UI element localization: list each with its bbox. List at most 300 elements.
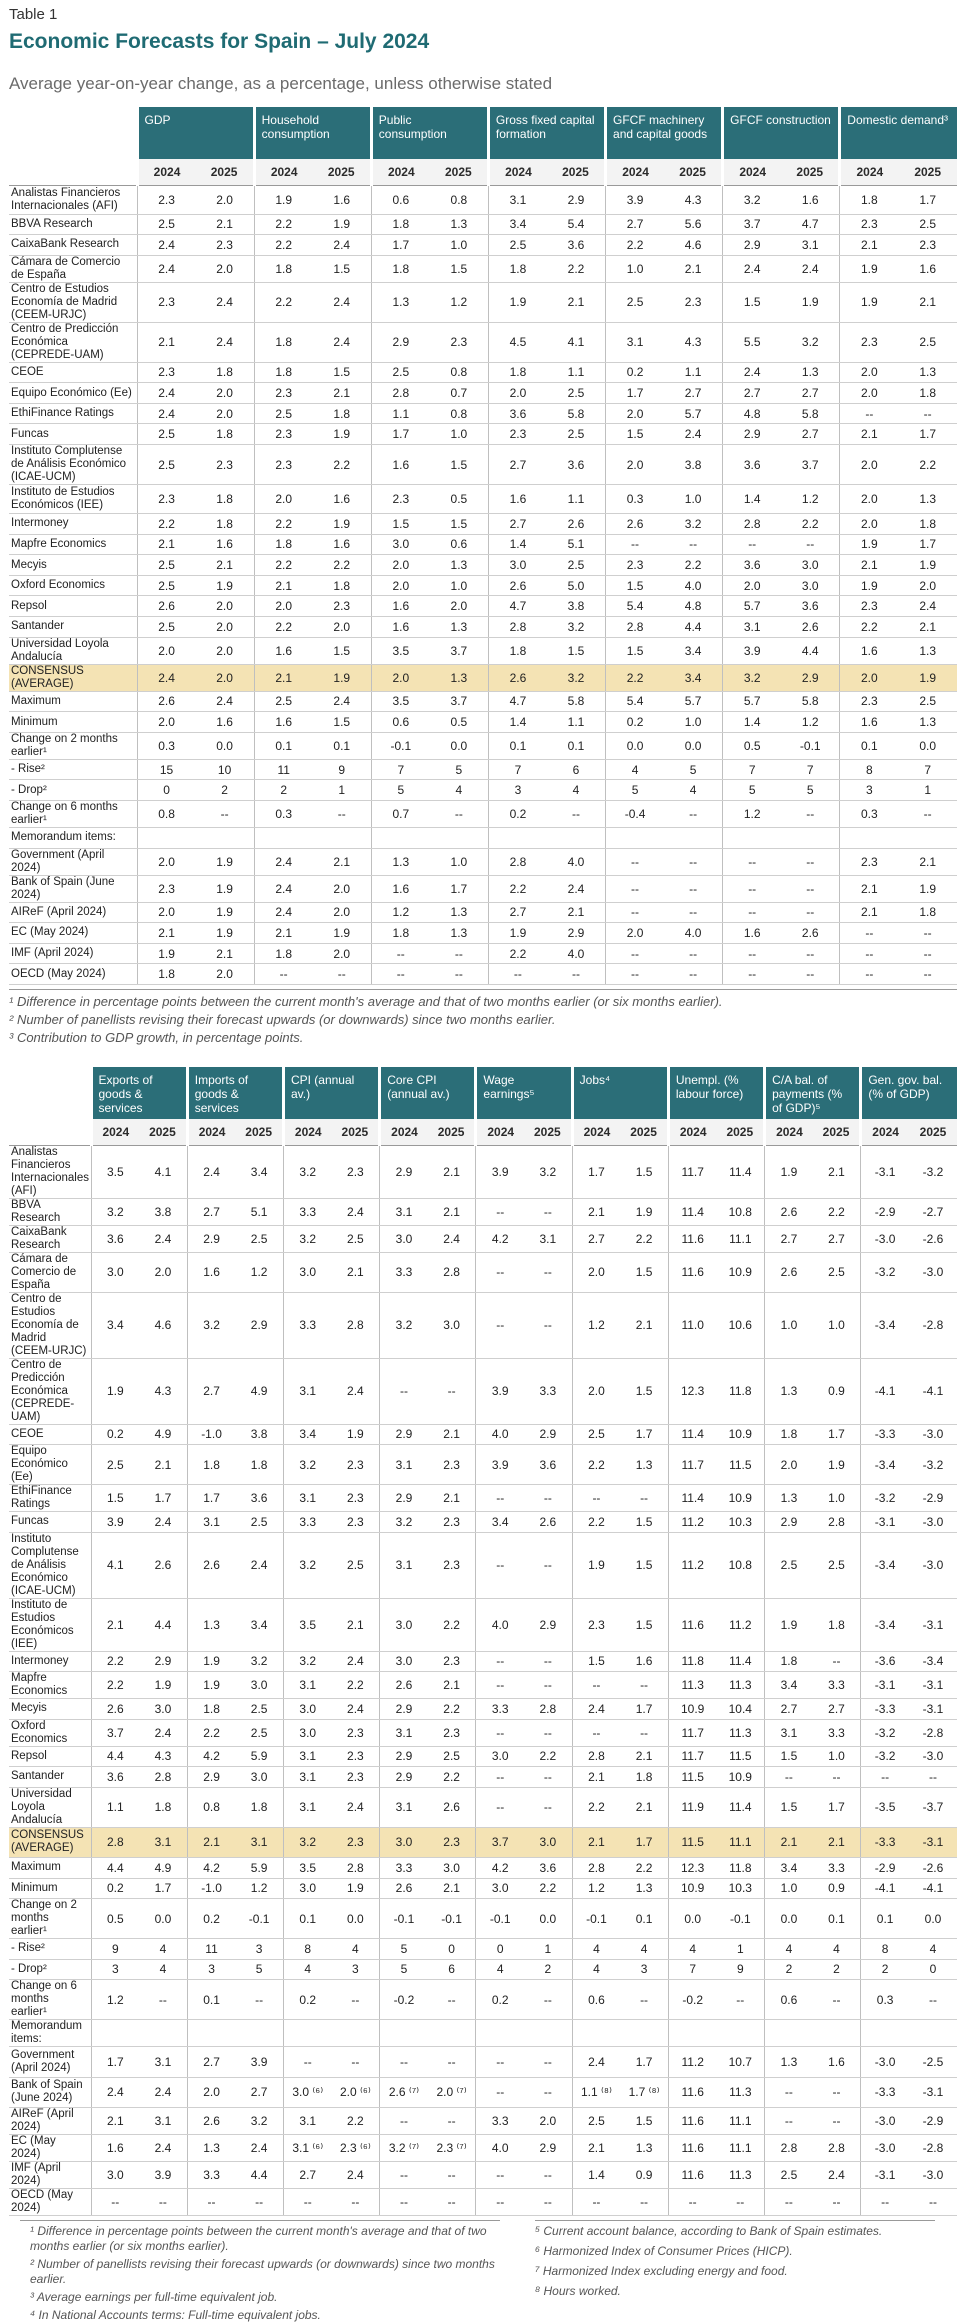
- cell-value: 2.2: [428, 1598, 476, 1651]
- cell-value: 1.7: [620, 1424, 668, 1445]
- cell-value: 1.0: [813, 1485, 861, 1512]
- cell-value: [723, 828, 782, 849]
- cell-value: [371, 828, 430, 849]
- cell-value: 2.3: [840, 848, 899, 875]
- cell-value: 2.5: [572, 1424, 620, 1445]
- cell-value: 3.6: [91, 1767, 139, 1788]
- row-label: Mecyis: [9, 555, 137, 576]
- cell-value: 2.4: [664, 424, 723, 445]
- cell-value: 2.2: [664, 555, 723, 576]
- cell-value: 4: [430, 780, 489, 801]
- cell-value: 1.3: [430, 902, 489, 923]
- row-label: Analistas Financieros Internacionales (AFI): [9, 185, 137, 214]
- cell-value: 4: [476, 1959, 524, 1980]
- cell-value: 1.1: [547, 712, 606, 733]
- cell-value: 1.9: [765, 1145, 813, 1198]
- cell-value: 0.0: [139, 1899, 187, 1939]
- cell-value: 2.1: [840, 902, 899, 923]
- cell-value: 2.8: [91, 1827, 139, 1858]
- cell-value: --: [898, 923, 957, 944]
- cell-value: 2.1: [332, 1252, 380, 1292]
- cell-value: 4.0: [664, 923, 723, 944]
- cell-value: 3.9: [476, 1358, 524, 1424]
- cell-value: 2.2: [254, 214, 313, 235]
- cell-value: 1.2: [723, 801, 782, 828]
- cell-value: 0.0: [430, 732, 489, 759]
- cell-value: -3.0: [909, 1252, 957, 1292]
- cell-value: 10.9: [668, 1878, 716, 1899]
- row-label: Repsol: [9, 596, 137, 617]
- row-label: EC (May 2024): [9, 923, 137, 944]
- cell-value: 1.0: [664, 712, 723, 733]
- footnote-divider: [535, 2220, 935, 2221]
- cell-value: --: [380, 2162, 428, 2189]
- cell-value: 1.5: [765, 1787, 813, 1827]
- cell-value: 2.3: [254, 424, 313, 445]
- cell-value: [716, 2020, 764, 2047]
- cell-value: --: [664, 902, 723, 923]
- cell-value: 3.4: [664, 637, 723, 664]
- cell-value: 0.1: [283, 1899, 331, 1939]
- cell-value: 10.8: [716, 1532, 764, 1598]
- cell-value: --: [476, 1198, 524, 1225]
- cell-value: 3.6: [235, 1485, 283, 1512]
- cell-value: 3.6: [723, 445, 782, 485]
- cell-value: [606, 828, 665, 849]
- cell-value: 2.4: [428, 1225, 476, 1252]
- cell-value: 3.2: [283, 1445, 331, 1485]
- cell-value: 2.9: [723, 235, 782, 256]
- cell-value: 1.5: [620, 1358, 668, 1424]
- column-group-header: Wage earnings⁵: [476, 1067, 572, 1119]
- cell-value: -4.1: [861, 1358, 909, 1424]
- cell-value: 1.1: [371, 403, 430, 424]
- cell-value: 2.3: [840, 322, 899, 362]
- cell-value: 1.6: [840, 712, 899, 733]
- year-header: 2024: [572, 1119, 620, 1145]
- row-label: Centro de Predicción Económica (CEPREDE-UAM): [9, 1358, 91, 1424]
- cell-value: -0.1: [428, 1899, 476, 1939]
- column-group-header: GFCF machinery and capital goods: [606, 107, 723, 159]
- cell-value: -3.0: [861, 1225, 909, 1252]
- cell-value: 2.3: [428, 1512, 476, 1533]
- cell-value: [139, 2020, 187, 2047]
- cell-value: 1.9: [898, 875, 957, 902]
- cell-value: 1.4: [488, 534, 547, 555]
- row-label: Universidad Loyola Andalucía: [9, 1787, 91, 1827]
- cell-value: 3.1 ⁽⁶⁾: [283, 2135, 331, 2162]
- cell-value: 11.4: [668, 1485, 716, 1512]
- cell-value: -0.1: [572, 1899, 620, 1939]
- cell-value: 12.3: [668, 1358, 716, 1424]
- cell-value: 2.8: [572, 1746, 620, 1767]
- cell-value: --: [664, 943, 723, 964]
- row-label: - Drop²: [9, 780, 137, 801]
- cell-value: 3.2: [283, 1827, 331, 1858]
- row-label: Maximum: [9, 1858, 91, 1879]
- cell-value: 2.5: [137, 617, 196, 638]
- cell-value: 5: [664, 759, 723, 780]
- table-row: [9, 1532, 957, 1598]
- cell-value: 1.9: [313, 923, 372, 944]
- cell-value: 1.6: [620, 1651, 668, 1672]
- cell-value: 1.8: [254, 322, 313, 362]
- cell-value: 1.7: [139, 1878, 187, 1899]
- cell-value: 2.0: [430, 596, 489, 617]
- cell-value: 2.9: [380, 1767, 428, 1788]
- cell-value: --: [781, 943, 840, 964]
- row-label: Equipo Económico (Ee): [9, 1445, 91, 1485]
- cell-value: 11.6: [668, 1598, 716, 1651]
- cell-value: 0.6: [765, 1980, 813, 2020]
- table-row: [9, 2189, 957, 2216]
- cell-value: 3.4: [235, 1145, 283, 1198]
- cell-value: 1.5: [620, 2108, 668, 2135]
- cell-value: 1.2: [91, 1980, 139, 2020]
- cell-value: --: [476, 2077, 524, 2108]
- cell-value: 2.4: [332, 1787, 380, 1827]
- table-row: [9, 1225, 957, 1252]
- cell-value: --: [476, 1672, 524, 1699]
- cell-value: 0.0: [524, 1899, 572, 1939]
- cell-value: 2.0 ⁽⁷⁾: [428, 2077, 476, 2108]
- cell-value: -3.4: [861, 1292, 909, 1358]
- cell-value: [668, 2020, 716, 2047]
- cell-value: --: [332, 1980, 380, 2020]
- cell-value: 2.1: [572, 1198, 620, 1225]
- cell-value: 2.7: [813, 1699, 861, 1720]
- cell-value: 3.0: [428, 1858, 476, 1879]
- cell-value: 3.2: [235, 1651, 283, 1672]
- cell-value: --: [430, 964, 489, 985]
- cell-value: 0.1: [547, 732, 606, 759]
- cell-value: 2: [196, 780, 255, 801]
- column-group-header: Unempl. (% labour force): [668, 1067, 764, 1119]
- cell-value: 3.9: [476, 1145, 524, 1198]
- cell-value: 2.3: [488, 424, 547, 445]
- cell-value: 2.6: [137, 691, 196, 712]
- cell-value: 1.8: [313, 575, 372, 596]
- table-row: [9, 555, 957, 576]
- cell-value: --: [476, 1252, 524, 1292]
- cell-value: 3.6: [91, 1225, 139, 1252]
- cell-value: 2.2: [898, 445, 957, 485]
- row-label: Centro de Estudios Economía de Madrid (CEEM-URJC): [9, 282, 137, 322]
- cell-value: -1.0: [187, 1424, 235, 1445]
- cell-value: --: [524, 1485, 572, 1512]
- cell-value: -4.1: [909, 1358, 957, 1424]
- cell-value: 2.7: [488, 514, 547, 535]
- cell-value: 0.7: [430, 383, 489, 404]
- cell-value: 2.9: [380, 1424, 428, 1445]
- cell-value: 2.1: [196, 214, 255, 235]
- cell-value: 5.7: [723, 691, 782, 712]
- cell-value: 3.2: [547, 664, 606, 691]
- year-header: 2025: [313, 159, 372, 185]
- cell-value: 1.8: [196, 424, 255, 445]
- cell-value: 1.3: [898, 712, 957, 733]
- cell-value: 4: [572, 1939, 620, 1960]
- cell-value: [283, 2020, 331, 2047]
- cell-value: 3.0: [139, 1699, 187, 1720]
- cell-value: 1.1: [91, 1787, 139, 1827]
- cell-value: -3.0: [909, 1424, 957, 1445]
- cell-value: 0.0: [765, 1899, 813, 1939]
- cell-value: 1.6: [723, 923, 782, 944]
- cell-value: 2.1: [428, 1485, 476, 1512]
- footnote: ¹ Difference in percentage points between the current month's average and that of two months earlier (or six months earlier).: [30, 2224, 487, 2253]
- cell-value: 2.1: [254, 664, 313, 691]
- table-row: [9, 1485, 957, 1512]
- cell-value: 2.1: [428, 1198, 476, 1225]
- cell-value: -3.2: [861, 1746, 909, 1767]
- cell-value: 2.1: [313, 383, 372, 404]
- cell-value: 2.1: [620, 1746, 668, 1767]
- cell-value: 3.8: [139, 1198, 187, 1225]
- table-row: [9, 923, 957, 944]
- cell-value: 2.3: [428, 1827, 476, 1858]
- cell-value: 1.3: [620, 2135, 668, 2162]
- cell-value: 2.1: [620, 1787, 668, 1827]
- cell-value: 1.6: [254, 637, 313, 664]
- cell-value: 3.7: [476, 1827, 524, 1858]
- cell-value: 3.8: [235, 1424, 283, 1445]
- cell-value: 5.5: [723, 322, 782, 362]
- cell-value: -3.1: [861, 1145, 909, 1198]
- cell-value: --: [524, 1672, 572, 1699]
- cell-value: 1.8: [488, 255, 547, 282]
- cell-value: 3.0: [283, 1252, 331, 1292]
- cell-value: 1.6: [313, 185, 372, 214]
- cell-value: 11.6: [668, 1225, 716, 1252]
- cell-value: 1.7: [91, 2047, 139, 2078]
- cell-value: 2.0: [606, 923, 665, 944]
- cell-value: 2.0: [313, 875, 372, 902]
- cell-value: 1.4: [723, 712, 782, 733]
- cell-value: 1.9: [187, 1651, 235, 1672]
- cell-value: --: [572, 2189, 620, 2216]
- cell-value: 2.2: [254, 617, 313, 638]
- cell-value: 3.2: [664, 514, 723, 535]
- cell-value: --: [476, 1651, 524, 1672]
- cell-value: -1.0: [187, 1878, 235, 1899]
- cell-value: 0.9: [620, 2162, 668, 2189]
- cell-value: 2.9: [380, 1145, 428, 1198]
- row-label: Mapfre Economics: [9, 1672, 91, 1699]
- cell-value: 3: [332, 1959, 380, 1980]
- cell-value: 4: [668, 1939, 716, 1960]
- cell-value: 0.2: [606, 712, 665, 733]
- cell-value: --: [606, 875, 665, 902]
- cell-value: --: [524, 1767, 572, 1788]
- cell-value: --: [620, 2189, 668, 2216]
- cell-value: 2.6: [428, 1787, 476, 1827]
- cell-value: 1.9: [898, 555, 957, 576]
- cell-value: 4.0: [476, 1424, 524, 1445]
- cell-value: 0.8: [187, 1787, 235, 1827]
- cell-value: 1.2: [371, 902, 430, 923]
- cell-value: 11.7: [668, 1746, 716, 1767]
- table-row: [9, 1787, 957, 1827]
- cell-value: 2.5: [254, 691, 313, 712]
- cell-value: 2.5: [137, 555, 196, 576]
- cell-value: 1.3: [187, 1598, 235, 1651]
- cell-value: 2.5: [547, 555, 606, 576]
- cell-value: --: [606, 943, 665, 964]
- cell-value: --: [476, 1485, 524, 1512]
- cell-value: 1.8: [254, 534, 313, 555]
- cell-value: 2.0: [196, 617, 255, 638]
- cell-value: 2.2: [524, 1746, 572, 1767]
- cell-value: 11.6: [668, 2162, 716, 2189]
- cell-value: 1.8: [254, 362, 313, 383]
- table-row: [9, 2047, 957, 2078]
- row-label: Equipo Económico (Ee): [9, 383, 137, 404]
- cell-value: -3.1: [909, 1598, 957, 1651]
- cell-value: 1.6: [196, 534, 255, 555]
- cell-value: 7: [668, 1959, 716, 1980]
- row-label: Minimum: [9, 1878, 91, 1899]
- cell-value: [235, 2020, 283, 2047]
- cell-value: 2.2: [254, 282, 313, 322]
- table-row: [9, 1939, 957, 1960]
- cell-value: 4.4: [235, 2162, 283, 2189]
- cell-value: 2.5: [254, 403, 313, 424]
- cell-value: 1.7: [606, 383, 665, 404]
- cell-value: 1.9: [332, 1878, 380, 1899]
- cell-value: 11.9: [668, 1787, 716, 1827]
- cell-value: -2.9: [861, 1858, 909, 1879]
- cell-value: 2.4: [781, 255, 840, 282]
- cell-value: 3.9: [139, 2162, 187, 2189]
- cell-value: 2.2: [332, 1672, 380, 1699]
- cell-value: 0.2: [187, 1899, 235, 1939]
- cell-value: --: [840, 923, 899, 944]
- cell-value: 1.9: [313, 424, 372, 445]
- cell-value: 3.0: [380, 1598, 428, 1651]
- cell-value: --: [898, 964, 957, 985]
- cell-value: 2.7: [283, 2162, 331, 2189]
- cell-value: 1.9: [196, 902, 255, 923]
- cell-value: --: [476, 2047, 524, 2078]
- cell-value: 3.2: [781, 322, 840, 362]
- cell-value: 2.1: [840, 424, 899, 445]
- table-row: [9, 1252, 957, 1292]
- cell-value: 5.9: [235, 1858, 283, 1879]
- cell-value: 2.4: [196, 691, 255, 712]
- cell-value: 11.0: [668, 1292, 716, 1358]
- cell-value: 2.8: [765, 2135, 813, 2162]
- cell-value: 5.1: [235, 1198, 283, 1225]
- cell-value: -3.4: [861, 1445, 909, 1485]
- cell-value: 4.1: [91, 1532, 139, 1598]
- cell-value: 2.2: [313, 445, 372, 485]
- cell-value: 2.4: [813, 2162, 861, 2189]
- cell-value: 3.1: [380, 1445, 428, 1485]
- cell-value: 2.1: [91, 2108, 139, 2135]
- cell-value: 3.7: [91, 1719, 139, 1746]
- cell-value: --: [723, 964, 782, 985]
- cell-value: --: [430, 943, 489, 964]
- cell-value: 3.0: [781, 555, 840, 576]
- table-row: [9, 801, 957, 828]
- cell-value: --: [813, 1651, 861, 1672]
- cell-value: 2.8: [488, 848, 547, 875]
- cell-value: 3.4: [488, 214, 547, 235]
- cell-value: --: [371, 943, 430, 964]
- cell-value: 0.8: [137, 801, 196, 828]
- cell-value: 3.3: [524, 1358, 572, 1424]
- cell-value: 3.1: [139, 2108, 187, 2135]
- cell-value: 3.5: [91, 1145, 139, 1198]
- page-title: Economic Forecasts for Spain – July 2024: [9, 30, 430, 53]
- cell-value: 2.9: [765, 1512, 813, 1533]
- row-label: Centro de Predicción Económica (CEPREDE-UAM): [9, 322, 137, 362]
- cell-value: 11.5: [716, 1746, 764, 1767]
- cell-value: 2.1: [664, 255, 723, 282]
- cell-value: 1.8: [898, 514, 957, 535]
- row-label: IMF (April 2024): [9, 943, 137, 964]
- cell-value: 2.2: [488, 875, 547, 902]
- cell-value: 2.6: [187, 1532, 235, 1598]
- cell-value: 11.1: [716, 1827, 764, 1858]
- cell-value: 3.3: [380, 1858, 428, 1879]
- cell-value: 11.1: [716, 1225, 764, 1252]
- cell-value: 1.6: [313, 534, 372, 555]
- row-label: AIReF (April 2024): [9, 2108, 91, 2135]
- forecast-table-2: [9, 1067, 957, 2216]
- cell-value: 2.6: [380, 1672, 428, 1699]
- cell-value: 2.6: [91, 1699, 139, 1720]
- cell-value: 1.9: [572, 1532, 620, 1598]
- cell-value: 2.6: [524, 1512, 572, 1533]
- cell-value: 0.1: [861, 1899, 909, 1939]
- year-header: 2024: [765, 1119, 813, 1145]
- cell-value: -0.1: [476, 1899, 524, 1939]
- cell-value: 2.8: [813, 2135, 861, 2162]
- cell-value: -3.4: [861, 1598, 909, 1651]
- cell-value: 1.3: [898, 637, 957, 664]
- row-label: Funcas: [9, 424, 137, 445]
- cell-value: 2.3: [428, 1532, 476, 1598]
- cell-value: 2.1: [813, 1827, 861, 1858]
- row-label: Intermoney: [9, 1651, 91, 1672]
- cell-value: 2.5: [137, 575, 196, 596]
- cell-value: 3.1: [283, 1485, 331, 1512]
- cell-value: --: [235, 1980, 283, 2020]
- cell-value: 4: [572, 1959, 620, 1980]
- cell-value: 1.8: [813, 1598, 861, 1651]
- cell-value: 0.9: [813, 1358, 861, 1424]
- cell-value: -3.4: [909, 1651, 957, 1672]
- cell-value: 3.6: [488, 403, 547, 424]
- cell-value: 2.5: [547, 424, 606, 445]
- cell-value: 11: [187, 1939, 235, 1960]
- cell-value: 3.0: [235, 1767, 283, 1788]
- cell-value: 2.5: [572, 2108, 620, 2135]
- cell-value: 2.3: [332, 1145, 380, 1198]
- table-row: [9, 214, 957, 235]
- cell-value: -3.1: [909, 1699, 957, 1720]
- cell-value: 2.1: [137, 534, 196, 555]
- cell-value: 2.1: [91, 1598, 139, 1651]
- row-label: - Rise²: [9, 1939, 91, 1960]
- cell-value: 1.9: [332, 1424, 380, 1445]
- row-label: Minimum: [9, 712, 137, 733]
- cell-value: 1.9: [488, 282, 547, 322]
- cell-value: 2.9: [380, 1746, 428, 1767]
- cell-value: 2.0: [313, 943, 372, 964]
